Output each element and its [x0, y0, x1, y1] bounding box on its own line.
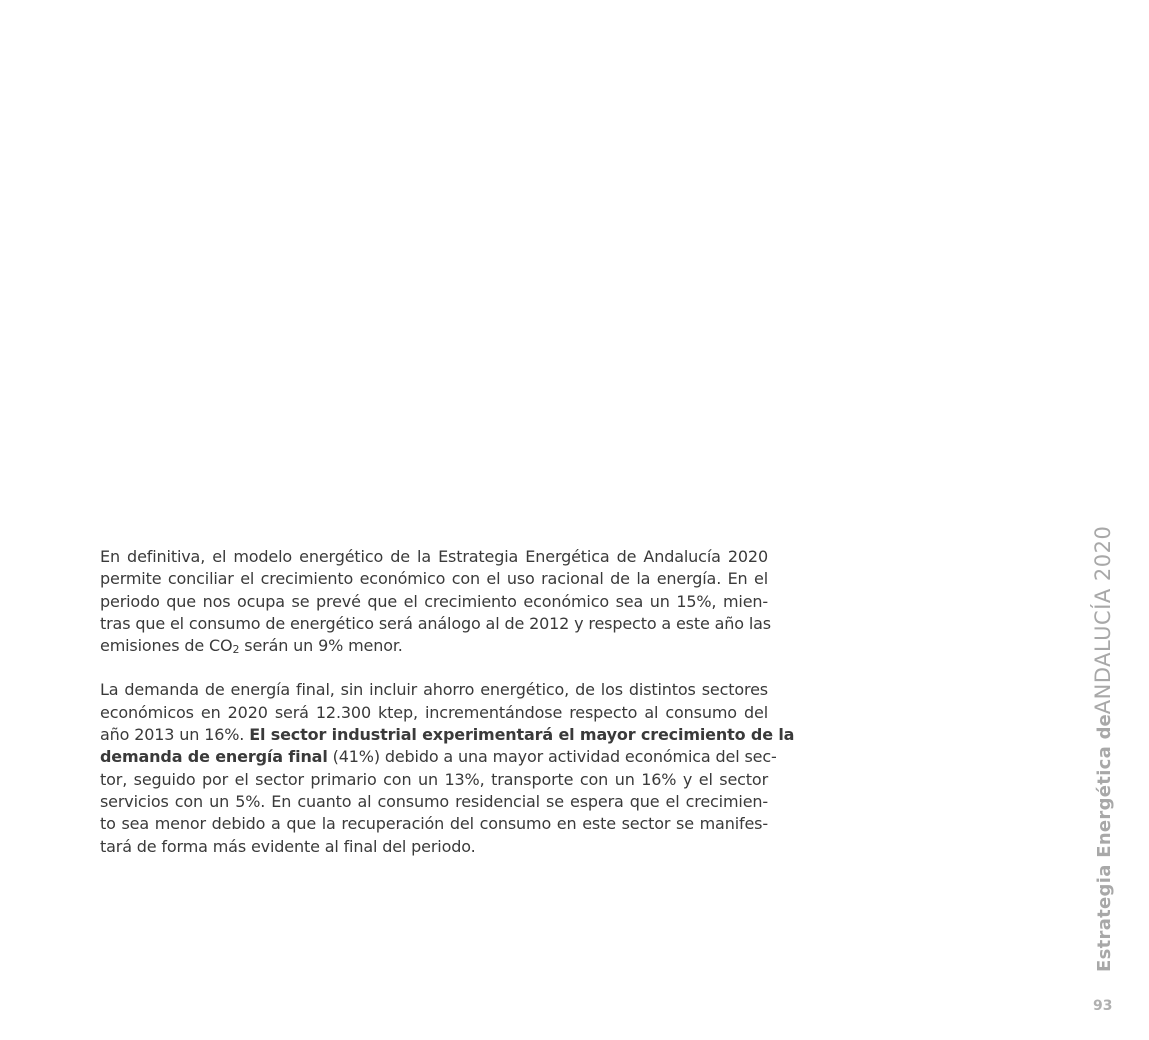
body-text — [100, 546, 795, 858]
text-line: tará de forma más evidente al final del periodo. — [100, 836, 476, 856]
text-line: periodo que nos ocupa se prevé que el crecimiento económico sea un 15%, mien- — [100, 591, 768, 611]
text-line: tor, seguido por el sector primario con un 13%, transporte con un 16% y el sector — [100, 769, 768, 789]
text-line — [100, 724, 795, 746]
paragraph-2 — [100, 679, 795, 857]
text-segment: emisiones de CO — [100, 636, 233, 656]
text-line: tras que el consumo de energético será análogo al de 2012 y respecto a este año las — [100, 613, 771, 633]
text-line — [100, 635, 768, 657]
paragraph-1 — [100, 546, 771, 657]
text-line: económicos en 2020 será 12.300 ktep, incrementándose respecto al consumo del — [100, 702, 768, 722]
subscript: 2 — [232, 643, 240, 657]
title-part: de — [1094, 714, 1115, 740]
document-title-vertical — [1091, 526, 1117, 972]
text-line: servicios con un 5%. En cuanto al consumo residencial se espera que el crecimien- — [100, 791, 768, 811]
text-line: to sea menor debido a que la recuperación del consumo en este sector se manifes- — [100, 814, 768, 834]
text-line: La demanda de energía final, sin incluir ahorro energético, de los distintos sectores — [100, 680, 768, 700]
text-segment: año 2013 un 16%. — [100, 725, 250, 745]
text-segment: (41%) debido a una mayor actividad económica del sec- — [327, 747, 777, 767]
text-line: permite conciliar el crecimiento económico con el uso racional de la energía. En el — [100, 569, 768, 589]
title-part: Estrategia Energética — [1094, 739, 1115, 972]
title-part: ANDALUCÍA 2020 — [1091, 525, 1115, 715]
page-number: 93 — [1093, 998, 1113, 1014]
bold-text: demanda de energía final — [100, 747, 328, 767]
bold-text: El sector industrial experimentará el mayor crecimiento de la — [249, 725, 795, 745]
text-line — [100, 746, 777, 768]
text-line: En definitiva, el modelo energético de la Estrategia Energética de Andalucía 2020 — [100, 547, 768, 566]
text-segment: serán un 9% menor. — [239, 636, 403, 656]
